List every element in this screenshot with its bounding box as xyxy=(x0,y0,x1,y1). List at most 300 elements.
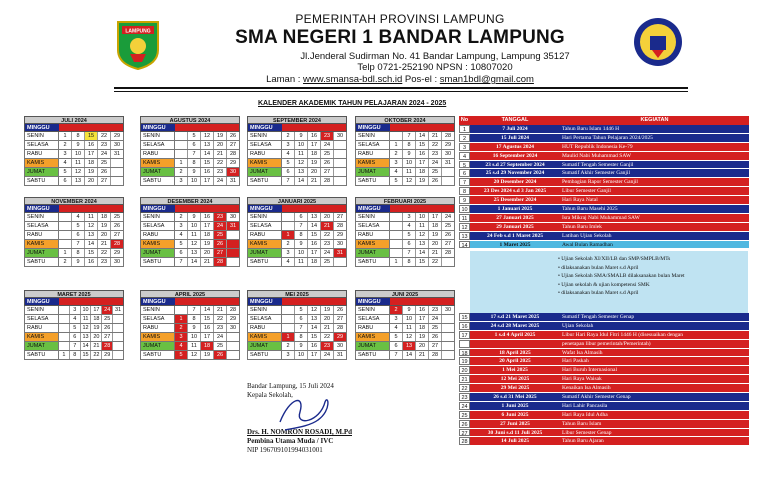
date-cell: 2 xyxy=(175,168,188,176)
day-label: SELASA xyxy=(356,315,390,323)
date-cell: 18 xyxy=(98,213,111,221)
date-cell: 6 xyxy=(175,249,188,257)
event-row xyxy=(459,152,749,161)
day-row xyxy=(355,324,455,333)
date-cell: 6 xyxy=(282,168,295,176)
event-row xyxy=(459,143,749,152)
date-cell: 18 xyxy=(416,324,429,332)
date-cell: 30 xyxy=(336,343,344,349)
month-grid xyxy=(247,197,347,267)
day-row xyxy=(24,315,124,324)
day-label: RABU xyxy=(141,324,175,332)
day-row xyxy=(140,231,240,240)
day-row xyxy=(140,132,240,141)
date-cell: 7 xyxy=(175,258,188,266)
day-label: RABU xyxy=(356,231,390,239)
month-title: DESEMBER 2024 xyxy=(140,197,240,205)
day-row xyxy=(24,159,124,168)
event-no: 4 xyxy=(459,152,470,160)
date-cell: 1 xyxy=(390,258,403,266)
date-cell: 17 xyxy=(308,141,321,149)
letterhead xyxy=(0,0,768,90)
event-activity: Awal Bulan Ramadhan xyxy=(560,241,749,249)
event-activity: Hari Paskah xyxy=(560,357,749,365)
date-cell: 21 xyxy=(308,177,321,185)
day-label: RABU xyxy=(25,231,59,239)
date-cell: 15 xyxy=(416,258,429,266)
day-row xyxy=(140,159,240,168)
date-cell: 31 xyxy=(444,160,452,166)
date-cell xyxy=(113,324,123,332)
date-cell: 5 xyxy=(390,333,403,341)
date-cell: 6 xyxy=(295,213,308,221)
day-label: SENIN xyxy=(248,213,282,221)
date-cell: 15 xyxy=(201,315,214,323)
date-cell: 11 xyxy=(188,342,201,350)
day-label: SABTU xyxy=(356,258,390,266)
date-cell: 18 xyxy=(308,258,321,266)
date-cell: 30 xyxy=(444,307,452,313)
date-cell xyxy=(282,324,295,332)
date-cell: 1 xyxy=(282,231,295,239)
date-cell: 14 xyxy=(308,324,321,332)
minggu-row: MINGGU xyxy=(24,205,124,213)
day-row xyxy=(247,306,347,315)
day-label: SELASA xyxy=(248,141,282,149)
date-cell: 9 xyxy=(72,258,85,266)
date-cell: 21 xyxy=(321,324,334,332)
event-row xyxy=(459,357,749,366)
date-cell: 28 xyxy=(111,240,123,248)
date-cell xyxy=(334,141,346,149)
event-date: 20 April 2025 xyxy=(470,357,560,365)
date-cell: 19 xyxy=(201,240,214,248)
date-cell: 20 xyxy=(201,249,214,257)
day-label: SELASA xyxy=(356,222,390,230)
event-date: 27 Januari 2025 xyxy=(470,214,560,222)
email-link[interactable]: sman1bdl@gmail.com xyxy=(439,74,534,85)
day-label: SELASA xyxy=(25,141,59,149)
day-row xyxy=(247,342,347,351)
event-no: 25 xyxy=(459,411,470,419)
date-cell: 7 xyxy=(188,150,201,158)
date-cell: 27 xyxy=(113,232,121,238)
date-cell: 28 xyxy=(444,133,452,139)
event-row xyxy=(459,384,749,393)
date-cell: 14 xyxy=(85,240,98,248)
date-cell: 7 xyxy=(188,306,201,314)
date-cell: 13 xyxy=(85,231,98,239)
date-cell xyxy=(175,141,188,149)
date-cell: 25 xyxy=(113,214,121,220)
date-cell: 24 xyxy=(214,222,227,230)
date-cell xyxy=(59,213,72,221)
event-no: 28 xyxy=(459,437,470,445)
date-cell: 4 xyxy=(390,324,403,332)
date-cell: 5 xyxy=(175,351,188,359)
date-cell: 10 xyxy=(295,141,308,149)
day-row xyxy=(140,342,240,351)
date-cell: 25 xyxy=(321,150,334,158)
date-cell: 5 xyxy=(390,177,403,185)
month-grid xyxy=(24,116,124,186)
event-date: 29 Januari 2025 xyxy=(470,223,560,231)
date-cell: 14 xyxy=(416,132,429,140)
date-cell xyxy=(442,168,454,176)
date-cell: 16 xyxy=(308,342,321,350)
event-row xyxy=(459,134,749,143)
month-title: MARET 2025 xyxy=(24,290,124,298)
event-row xyxy=(459,178,749,187)
date-cell xyxy=(282,306,295,314)
event-row xyxy=(459,349,749,358)
date-cell: 15 xyxy=(81,351,92,359)
date-cell: 11 xyxy=(72,159,85,167)
date-cell: 1 xyxy=(175,315,188,323)
day-row xyxy=(355,258,455,267)
day-label: SENIN xyxy=(25,306,59,314)
date-cell: 26 xyxy=(444,232,452,238)
date-cell: 11 xyxy=(188,231,201,239)
date-cell: 26 xyxy=(321,159,334,167)
date-cell: 30 xyxy=(229,214,237,220)
month-grid xyxy=(24,197,124,267)
date-cell: 26 xyxy=(214,240,227,248)
date-cell: 13 xyxy=(416,240,429,248)
date-cell: 9 xyxy=(295,240,308,248)
date-cell: 2 xyxy=(59,258,72,266)
event-date: 6 Juni 2025 xyxy=(470,411,560,419)
date-cell: 18 xyxy=(201,342,214,350)
month-grid xyxy=(140,197,240,267)
date-cell: 29 xyxy=(113,133,121,139)
day-row xyxy=(24,168,124,177)
event-date: 16 September 2024 xyxy=(470,152,560,160)
date-cell: 31 xyxy=(336,352,344,358)
date-cell xyxy=(59,231,72,239)
date-cell: 20 xyxy=(214,141,227,149)
school-name: SMA NEGERI 1 BANDAR LAMPUNG xyxy=(235,27,565,48)
school-web-line: Laman : www.smansa-bdl.sch.id Pos-el : sman1bdl@gmail.com xyxy=(266,74,534,85)
day-label: SABTU xyxy=(248,351,282,359)
date-cell xyxy=(113,342,123,350)
event-date: 12 Mei 2025 xyxy=(470,375,560,383)
date-cell: 7 xyxy=(282,177,295,185)
month-grid xyxy=(140,290,240,360)
event-no: 13 xyxy=(459,232,470,240)
day-label: SELASA xyxy=(356,141,390,149)
event-date: 29 Mei 2025 xyxy=(470,384,560,392)
event-row xyxy=(459,411,749,420)
date-cell: 25 xyxy=(429,324,442,332)
date-cell: 14 xyxy=(188,258,201,266)
event-row xyxy=(459,322,749,331)
date-cell: 12 xyxy=(188,240,201,248)
date-cell: 27 xyxy=(214,249,227,257)
day-label: JUMAT xyxy=(141,168,175,176)
date-cell: 9 xyxy=(403,306,416,314)
date-cell: 14 xyxy=(403,351,416,359)
date-cell: 21 xyxy=(201,258,214,266)
date-cell xyxy=(390,240,403,248)
day-label: JUMAT xyxy=(25,168,59,176)
date-cell: 28 xyxy=(229,151,237,157)
date-cell: 13 xyxy=(295,168,308,176)
date-cell: 16 xyxy=(416,150,429,158)
event-row xyxy=(459,187,749,196)
event-row xyxy=(459,161,749,170)
day-row xyxy=(24,258,124,267)
event-row xyxy=(459,366,749,375)
minggu-row: MINGGU xyxy=(140,205,240,213)
event-date: 14 Juli 2025 xyxy=(470,437,560,445)
date-cell: 14 xyxy=(81,342,92,350)
date-cell xyxy=(227,342,239,350)
date-cell: 5 xyxy=(72,222,85,230)
event-no: 19 xyxy=(459,357,470,365)
date-cell: 23 xyxy=(429,150,442,158)
minggu-row: MINGGU xyxy=(140,298,240,306)
event-no: 9 xyxy=(459,196,470,204)
day-label: RABU xyxy=(356,324,390,332)
date-cell: 29 xyxy=(444,142,452,148)
date-cell: 11 xyxy=(403,324,416,332)
event-date: 17 s.d 21 Maret 2025 xyxy=(470,313,560,321)
event-activity: Maulid Nabi Muhammad SAW xyxy=(560,152,749,160)
day-row xyxy=(140,141,240,150)
date-cell: 26 xyxy=(214,351,227,359)
date-cell: 23 xyxy=(214,213,227,221)
day-label: JUMAT xyxy=(141,342,175,350)
date-cell: 16 xyxy=(201,168,214,176)
date-cell: 26 xyxy=(429,177,442,185)
day-row xyxy=(355,240,455,249)
event-activity: Sumatif Tengah Semester Genap xyxy=(560,313,749,321)
date-cell: 11 xyxy=(416,222,429,230)
date-cell: 23 xyxy=(214,168,227,176)
month-title: AGUSTUS 2024 xyxy=(140,116,240,124)
day-label: SENIN xyxy=(25,132,59,140)
event-row xyxy=(459,402,749,411)
day-row xyxy=(140,240,240,249)
date-cell: 2 xyxy=(282,342,295,350)
date-cell: 9 xyxy=(188,168,201,176)
date-cell: 2 xyxy=(175,213,188,221)
minggu-row: MINGGU xyxy=(24,124,124,132)
date-cell xyxy=(175,150,188,158)
event-date: 27 Juni 2025 xyxy=(470,420,560,428)
date-cell: 27 xyxy=(98,177,111,185)
event-no: 14 xyxy=(459,241,470,249)
date-cell: 27 xyxy=(102,333,113,341)
event-no: 15 xyxy=(459,313,470,321)
event-activity: HUT Republik Indonesia Ke-79 xyxy=(560,143,749,151)
date-cell: 24 xyxy=(321,351,334,359)
date-cell xyxy=(227,351,239,359)
date-cell: 19 xyxy=(429,231,442,239)
date-cell: 30 xyxy=(227,168,239,176)
date-cell: 8 xyxy=(295,231,308,239)
date-cell: 18 xyxy=(85,159,98,167)
events-table-header xyxy=(459,116,749,125)
event-activity: Pembagian Rapor Semester Ganjil xyxy=(560,178,749,186)
date-cell: 2 xyxy=(59,141,72,149)
day-label: KAMIS xyxy=(141,333,175,341)
date-cell: 14 xyxy=(201,150,214,158)
day-row xyxy=(247,258,347,267)
date-cell: 9 xyxy=(188,213,201,221)
day-row xyxy=(24,177,124,186)
day-row xyxy=(24,213,124,222)
date-cell: 13 xyxy=(308,315,321,323)
event-activity: penetapan libur pemerintah/Pemerintah) xyxy=(560,340,749,348)
day-label: KAMIS xyxy=(248,240,282,248)
day-row xyxy=(355,333,455,342)
month-title: JULI 2024 xyxy=(24,116,124,124)
day-label: RABU xyxy=(141,231,175,239)
day-row xyxy=(140,306,240,315)
day-label: SABTU xyxy=(25,351,59,359)
day-row xyxy=(355,222,455,231)
date-cell: 27 xyxy=(321,168,334,176)
date-cell xyxy=(227,240,239,248)
date-cell: 15 xyxy=(201,159,214,167)
date-cell xyxy=(113,351,123,359)
day-label: SENIN xyxy=(248,306,282,314)
date-cell: 4 xyxy=(175,342,188,350)
school-logo xyxy=(632,16,684,68)
day-label: SENIN xyxy=(141,306,175,314)
minggu-row: MINGGU xyxy=(24,298,124,306)
date-cell xyxy=(442,351,454,359)
date-cell: 15 xyxy=(308,333,321,341)
date-cell: 29 xyxy=(229,160,237,166)
day-label: KAMIS xyxy=(25,159,59,167)
school-address: Jl.Jenderal Sudirman No. 41 Bandar Lampung, Lampung 35127 xyxy=(300,51,570,62)
date-cell xyxy=(111,177,123,185)
date-cell: 28 xyxy=(336,325,344,331)
date-cell: 21 xyxy=(98,240,111,248)
date-cell: 5 xyxy=(282,159,295,167)
date-cell: 31 xyxy=(114,307,122,313)
date-cell: 24 xyxy=(214,333,227,341)
date-cell: 19 xyxy=(98,222,111,230)
date-cell: 6 xyxy=(403,240,416,248)
date-cell: 21 xyxy=(429,132,442,140)
day-row xyxy=(355,177,455,186)
date-cell: 16 xyxy=(201,213,214,221)
month-grid xyxy=(24,290,124,360)
day-row xyxy=(140,222,240,231)
date-cell: 31 xyxy=(113,151,121,157)
date-cell: 10 xyxy=(81,306,92,314)
event-no: 5 xyxy=(459,161,470,169)
event-row xyxy=(459,232,749,241)
day-label: SABTU xyxy=(248,177,282,185)
day-row xyxy=(247,324,347,333)
day-row xyxy=(247,231,347,240)
date-cell: 23 xyxy=(429,306,442,314)
day-row xyxy=(24,306,124,315)
day-row xyxy=(24,342,124,351)
date-cell: 12 xyxy=(295,159,308,167)
date-cell: 29 xyxy=(334,333,346,341)
month-grid xyxy=(247,290,347,360)
day-row xyxy=(355,342,455,351)
signer-rank: Pembina Utama Muda / IVC xyxy=(247,437,334,445)
event-date: 1 Juni 2025 xyxy=(470,402,560,410)
date-cell: 3 xyxy=(403,213,416,221)
day-row xyxy=(140,177,240,186)
date-cell: 22 xyxy=(214,159,227,167)
event-date: 24 s.d 28 Maret 2025 xyxy=(470,322,560,330)
note-line: • dilaksanakan bulan Maret s.d April xyxy=(558,290,639,296)
date-cell: 26 xyxy=(229,133,237,139)
date-cell: 10 xyxy=(188,177,201,185)
date-cell: 25 xyxy=(214,231,227,239)
date-cell: 19 xyxy=(321,306,334,314)
event-no: 1 xyxy=(459,125,470,133)
date-cell xyxy=(442,315,454,323)
date-cell: 1 xyxy=(59,132,72,140)
date-cell: 19 xyxy=(91,324,102,332)
day-row xyxy=(140,315,240,324)
date-cell xyxy=(59,342,70,350)
day-row xyxy=(355,351,455,360)
date-cell: 19 xyxy=(416,177,429,185)
website-link[interactable]: www.smansa-bdl.sch.id xyxy=(303,74,403,85)
date-cell: 3 xyxy=(70,306,81,314)
date-cell: 4 xyxy=(282,258,295,266)
date-cell: 24 xyxy=(321,249,334,257)
event-row xyxy=(459,437,749,446)
date-cell: 4 xyxy=(70,315,81,323)
day-row xyxy=(24,351,124,360)
date-cell xyxy=(390,222,403,230)
day-row xyxy=(247,168,347,177)
date-cell xyxy=(59,315,70,323)
date-cell: 16 xyxy=(85,141,98,149)
date-cell: 13 xyxy=(201,141,214,149)
date-cell xyxy=(59,222,72,230)
date-cell: 6 xyxy=(188,141,201,149)
day-label: KAMIS xyxy=(141,159,175,167)
date-cell xyxy=(113,333,123,341)
date-cell: 12 xyxy=(308,306,321,314)
day-label: KAMIS xyxy=(248,159,282,167)
date-cell xyxy=(390,249,403,257)
date-cell: 20 xyxy=(429,240,442,248)
date-cell: 30 xyxy=(336,133,344,139)
event-row xyxy=(459,223,749,232)
day-label: SABTU xyxy=(141,177,175,185)
date-cell: 26 xyxy=(102,324,113,332)
date-cell: 9 xyxy=(403,150,416,158)
date-cell xyxy=(111,159,123,167)
date-cell: 25 xyxy=(214,342,227,350)
day-label: SELASA xyxy=(248,315,282,323)
date-cell: 14 xyxy=(295,177,308,185)
date-cell: 18 xyxy=(201,231,214,239)
day-label: SELASA xyxy=(25,222,59,230)
date-cell: 22 xyxy=(98,132,111,140)
date-cell: 2 xyxy=(282,132,295,140)
date-cell: 10 xyxy=(72,150,85,158)
date-cell: 23 xyxy=(321,132,334,140)
day-row xyxy=(247,141,347,150)
day-label: SENIN xyxy=(248,132,282,140)
date-cell: 30 xyxy=(113,142,121,148)
